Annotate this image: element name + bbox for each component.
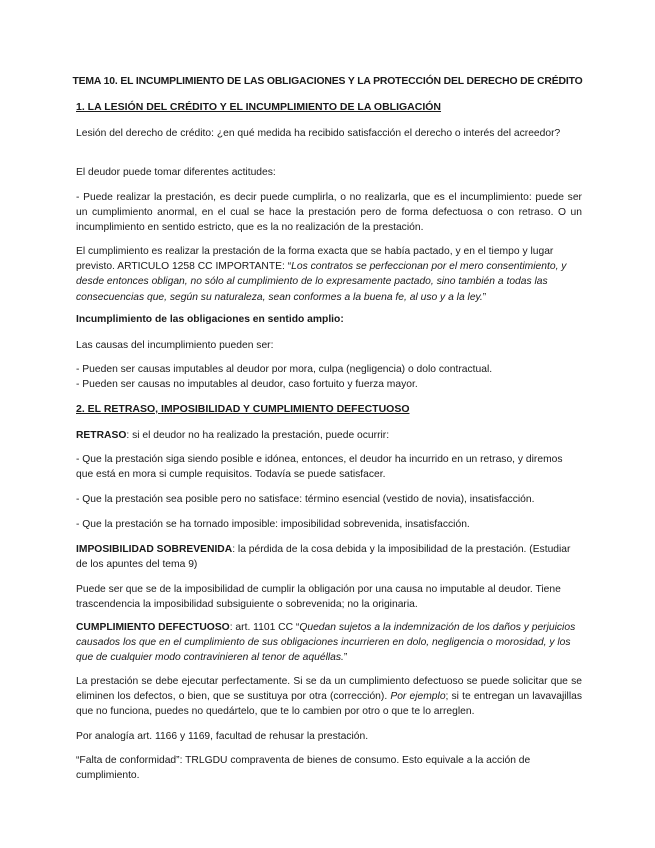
art-1101-close-quote: ” — [343, 652, 348, 664]
paragraph-prestacion-perfecta — [76, 674, 582, 720]
art-1101-intro: : art. 1101 CC “ — [229, 622, 300, 633]
list-item-no-imputables: - Pueden ser causas no imputables al deudor, caso fortuito y fuerza mayor. — [76, 379, 418, 390]
imposibilidad-label: IMPOSIBILIDAD SOBREVENIDA — [76, 544, 233, 555]
incumplimiento-bold-heading: Incumplimiento de las obligaciones en sentido amplio: — [76, 314, 344, 325]
section-1-heading: 1. LA LESIÓN DEL CRÉDITO Y EL INCUMPLIMIENTO DE LA OBLIGACIÓN — [76, 101, 442, 113]
paragraph-incumplimiento-heading — [76, 312, 582, 327]
document-title: TEMA 10. EL INCUMPLIMIENTO DE LAS OBLIGACIONES Y LA PROTECCIÓN DEL DERECHO DE CRÉDITO — [72, 76, 583, 87]
paragraph-imposibilidad-causa: Puede ser que se de la imposibilidad de cumplir la obligación por una causa no imputable al deudor. Tiene trascendencia la imposibilidad subsiguiente o sobrevenida; no la originaria. — [76, 584, 561, 611]
paragraph-realizar-prestacion: - Puede realizar la prestación, es decir puede cumplirla, o no realizarla, que es el incumplimiento: puede ser un cumplimiento anormal, en el cual se hace la prestación pero de forma defectuosa o con retraso. O un incumplimiento en sentido estricto, que es la no realización de la prestación. — [76, 192, 582, 234]
imposibilidad-text: : la pérdida de la cosa debida y la imposibilidad de la prestación. (Estudiar de los apuntes del tema 9) — [76, 544, 571, 571]
section-2-heading: 2. EL RETRASO, IMPOSIBILIDAD Y CUMPLIMIENTO DEFECTUOSO — [76, 403, 410, 415]
cumplimiento-defectuoso-label: CUMPLIMIENTO DEFECTUOSO — [76, 622, 230, 633]
prestacion-perfecta-text: La prestación se debe ejecutar perfectamente. Si se da un cumplimiento defectuoso se puede solicitar que se eliminen los defectos, o bien, que se sustituya por otra (corrección). — [76, 676, 582, 703]
paragraph-lesion: Lesión del derecho de crédito: ¿en qué medida ha recibido satisfacción el derecho o interés del acreedor? — [76, 128, 561, 139]
lavavajillas-text: ; si te entregan un lavavajillas que no funciona, puedes no quedártelo, que te lo cambien por otro o que te lo arreglen. — [76, 691, 582, 718]
list-item-imputables: - Pueden ser causas imputables al deudor por mora, culpa (negligencia) o dolo contractual. — [76, 364, 493, 375]
paragraph-cumplimiento — [76, 244, 582, 305]
por-ejemplo-italic: Por ejemplo — [390, 691, 446, 703]
list-item-retraso-no-satisface: - Que la prestación sea posible pero no satisface: término esencial (vestido de novia), insatisfacción. — [76, 494, 535, 505]
art-1258-quote: Los contratos se perfeccionan por el mero consentimiento, y desde entonces obligan, no sólo al cumplimiento de lo expresamente pactado, sino también a todas las consecuencias que, según su naturaleza, sean conformes a la buena fe, al uso y a la ley. — [76, 261, 567, 303]
paragraph-causas: Las causas del incumplimiento pueden ser: — [76, 340, 274, 351]
paragraph-imposibilidad — [76, 542, 582, 572]
list-item-retraso-imposible: - Que la prestación se ha tornado imposible: imposibilidad sobrevenida, insatisfacción. — [76, 519, 470, 530]
paragraph-cumplimiento-defectuoso — [76, 620, 582, 666]
retraso-text: : si el deudor no ha realizado la prestación, puede ocurrir: — [126, 430, 390, 441]
list-item-retraso-posible: - Que la prestación siga siendo posible e idónea, entonces, el deudor ha incurrido en un retraso, y diremos que está en mora si cumple requisitos. Todavía se puede satisfacer. — [76, 454, 563, 481]
paragraph-falta-conformidad: “Falta de conformidad”: TRLGDU compraventa de bienes de consumo. Esto equivale a la acción de cumplimiento. — [76, 755, 531, 782]
retraso-label: RETRASO — [76, 430, 127, 441]
paragraph-analogia: Por analogía art. 1166 y 1169, facultad de rehusar la prestación. — [76, 731, 369, 742]
paragraph-actitudes: El deudor puede tomar diferentes actitudes: — [76, 167, 276, 178]
art-1258-intro: El cumplimiento es realizar la prestación de la forma exacta que se había pactado, y en el tiempo y lugar previsto. ARTICULO 1258 CC IMPORTANTE: “ — [76, 246, 554, 273]
paragraph-retraso — [76, 428, 582, 443]
art-1101-quote: Quedan sujetos a la indemnización de los daños y perjuicios causados los que en el cumplimiento de sus obligaciones incurrieren en dolo, negligencia o morosidad, y los que de cualquier modo contravinieren al tenor de aquéllas. — [76, 622, 576, 664]
art-1258-close-quote: ” — [482, 291, 487, 303]
